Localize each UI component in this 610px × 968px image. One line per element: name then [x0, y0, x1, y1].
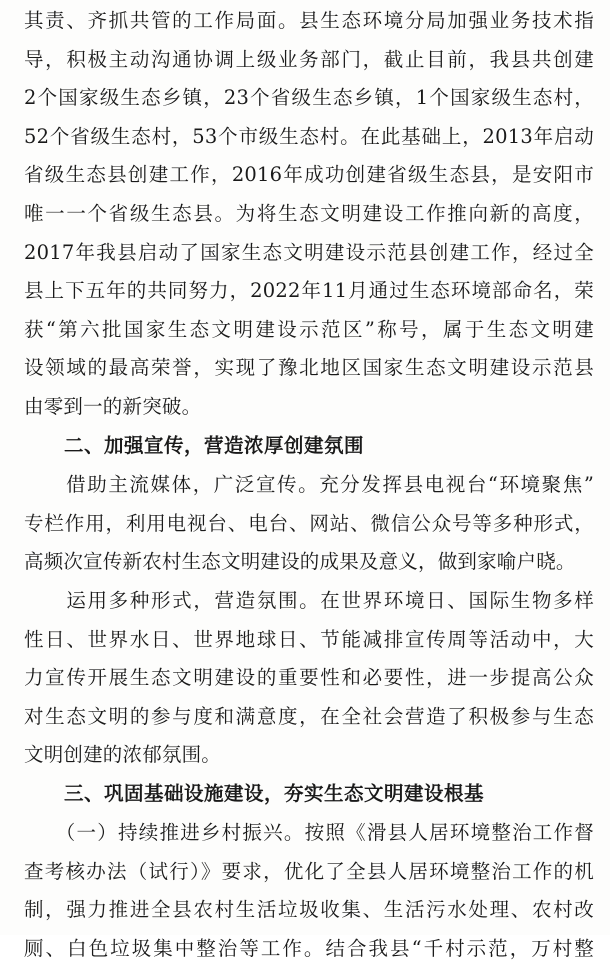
text-line: 导，积极主动沟通协调上级业务部门，截止目前，我县共创建: [24, 47, 594, 71]
text-line: 唯一一个省级生态县。为将生态文明建设工作推向新的高度，: [24, 201, 594, 225]
text-line: 52个省级生态村，53个市级生态村。在此基础上，2013年启动: [24, 124, 594, 148]
text-line: 厕、白色垃圾集中整治等工作。结合我县“千村示范，万村整: [24, 936, 594, 960]
text-line: 借助主流媒体，广泛宣传。充分发挥县电视台“环境聚焦”: [24, 473, 594, 496]
text-line: 制，强力推进全县农村生活垃圾收集、生活污水处理、农村改: [24, 898, 594, 922]
text-line: 省级生态县创建工作，2016年成功创建省级生态县，是安阳市: [24, 163, 594, 187]
text-line: 获“第六批国家生态文明建设示范区”称号，属于生态文明建: [24, 317, 594, 341]
section-heading: 二、加强宣传，营造浓厚创建氛围: [64, 434, 365, 457]
text-line: 2017年我县启动了国家生态文明建设示范县创建工作，经过全: [24, 240, 594, 264]
text-line: 2个国家级生态乡镇，23个省级生态乡镇，1个国家级生态村，: [24, 86, 594, 110]
text-line: 文明创建的浓郁氛围。: [24, 743, 222, 767]
text-line: 性日、世界水日、世界地球日、节能减排宣传周等活动中，大: [24, 627, 594, 651]
text-line: 设领域的最高荣誉，实现了豫北地区国家生态文明建设示范县: [24, 356, 594, 380]
text-line: （一）持续推进乡村振兴。按照《滑县人居环境整治工作督: [24, 821, 594, 844]
text-line: 由零到一的新突破。: [24, 394, 202, 418]
paragraph-activities: [24, 582, 594, 775]
text-line: 县上下五年的共同努力，2022年11月通过生态环境部命名，荣: [24, 279, 594, 303]
section-heading-publicity: [24, 427, 594, 466]
text-line: 对生态文明的参与度和满意度，在全社会营造了积极参与生态: [24, 704, 594, 728]
paragraph-media-publicity: [24, 466, 594, 582]
section-heading: 三、巩固基础设施建设，夯实生态文明建设根基: [64, 782, 485, 805]
text-line: 高频次宣传新农村生态文明建设的成果及意义，做到家喻户晓。: [24, 550, 576, 574]
paragraph-ecological-achievements: [24, 2, 594, 427]
text-line: 运用多种形式，营造氛围。在世界环境日、国际生物多样: [24, 589, 594, 612]
text-line: 查考核办法（试行）》要求，优化了全县人居环境整治工作的机: [24, 859, 594, 883]
paragraph-rural-revitalization: [24, 814, 594, 968]
text-line: 力宣传开展生态文明建设的重要性和必要性，进一步提高公众: [24, 666, 594, 690]
text-line: 专栏作用，利用电视台、电台、网站、微信公众号等多种形式，: [24, 511, 594, 535]
section-heading-infrastructure: [24, 775, 594, 814]
text-line: 其责、齐抓共管的工作局面。县生态环境分局加强业务技术指: [24, 9, 594, 32]
